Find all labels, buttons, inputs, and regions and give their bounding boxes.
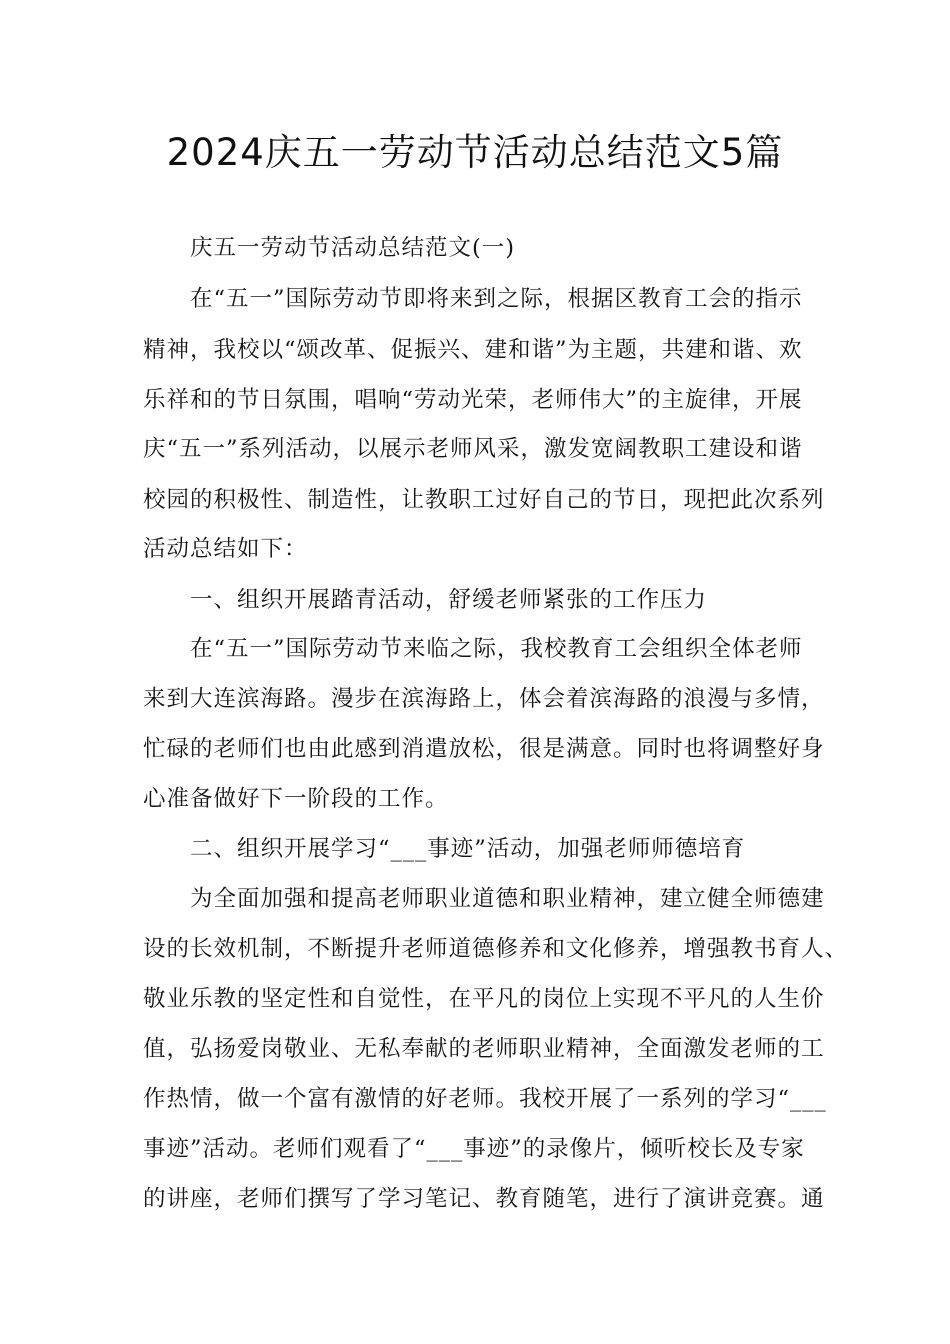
paragraph-line: 在“五一”国际劳动节来临之际，我校教育工会组织全体老师 [190, 636, 803, 662]
paragraph-line: 校园的积极性、制造性，让教职工过好自己的节日，现把此次系列 [143, 487, 825, 513]
paragraph-line: 忙碌的老师们也由此感到消遣放松，很是满意。同时也将调整好身 [143, 736, 825, 762]
paragraph-line: 事迹”活动。老师们观看了“___事迹”的录像片，倾听校长及专家 [143, 1136, 805, 1162]
paragraph-line: 值，弘扬爱岗敬业、无私奉献的老师职业精神，全面激发老师的工 [143, 1036, 825, 1062]
paragraph-line: 作热情，做一个富有激情的好老师。我校开展了一系列的学习“___ [143, 1086, 827, 1112]
paragraph-line: 敬业乐教的坚定性和自觉性，在平凡的岗位上实现不平凡的人生价 [143, 986, 825, 1012]
paragraph-line: 为全面加强和提高老师职业道德和职业精神，建立健全师德建 [190, 886, 825, 912]
paragraph-line: 乐祥和的节日氛围，唱响“劳动光荣，老师伟大”的主旋律，开展 [143, 387, 803, 413]
paragraph-line: 庆“五一”系列活动，以展示老师风采，激发宽阔教职工建设和谐 [143, 436, 803, 462]
section-heading: 一、组织开展踏青活动，舒缓老师紧张的工作压力 [190, 587, 708, 613]
paragraph-line: 设的长效机制，不断提升老师道德修养和文化修养，增强教书育人、 [143, 936, 849, 962]
section-heading: 二、组织开展学习“___事迹”活动，加强老师师德培育 [190, 836, 746, 862]
paragraph-line: 的讲座，老师们撰写了学习笔记、教育随笔，进行了演讲竞赛。通 [143, 1186, 825, 1212]
paragraph-line: 在“五一”国际劳动节即将来到之际，根据区教育工会的指示 [190, 286, 803, 312]
section-heading: 庆五一劳动节活动总结范文(一) [190, 235, 516, 261]
paragraph-line: 活动总结如下： [143, 536, 308, 562]
paragraph-line: 来到大连滨海路。漫步在滨海路上，体会着滨海路的浪漫与多情， [143, 686, 825, 712]
paragraph-line: 心准备做好下一阶段的工作。 [143, 786, 449, 812]
document-title: 2024庆五一劳动节活动总结范文5篇 [166, 131, 784, 174]
paragraph-line: 精神，我校以“颂改革、促振兴、建和谐”为主题，共建和谐、欢 [143, 337, 803, 363]
